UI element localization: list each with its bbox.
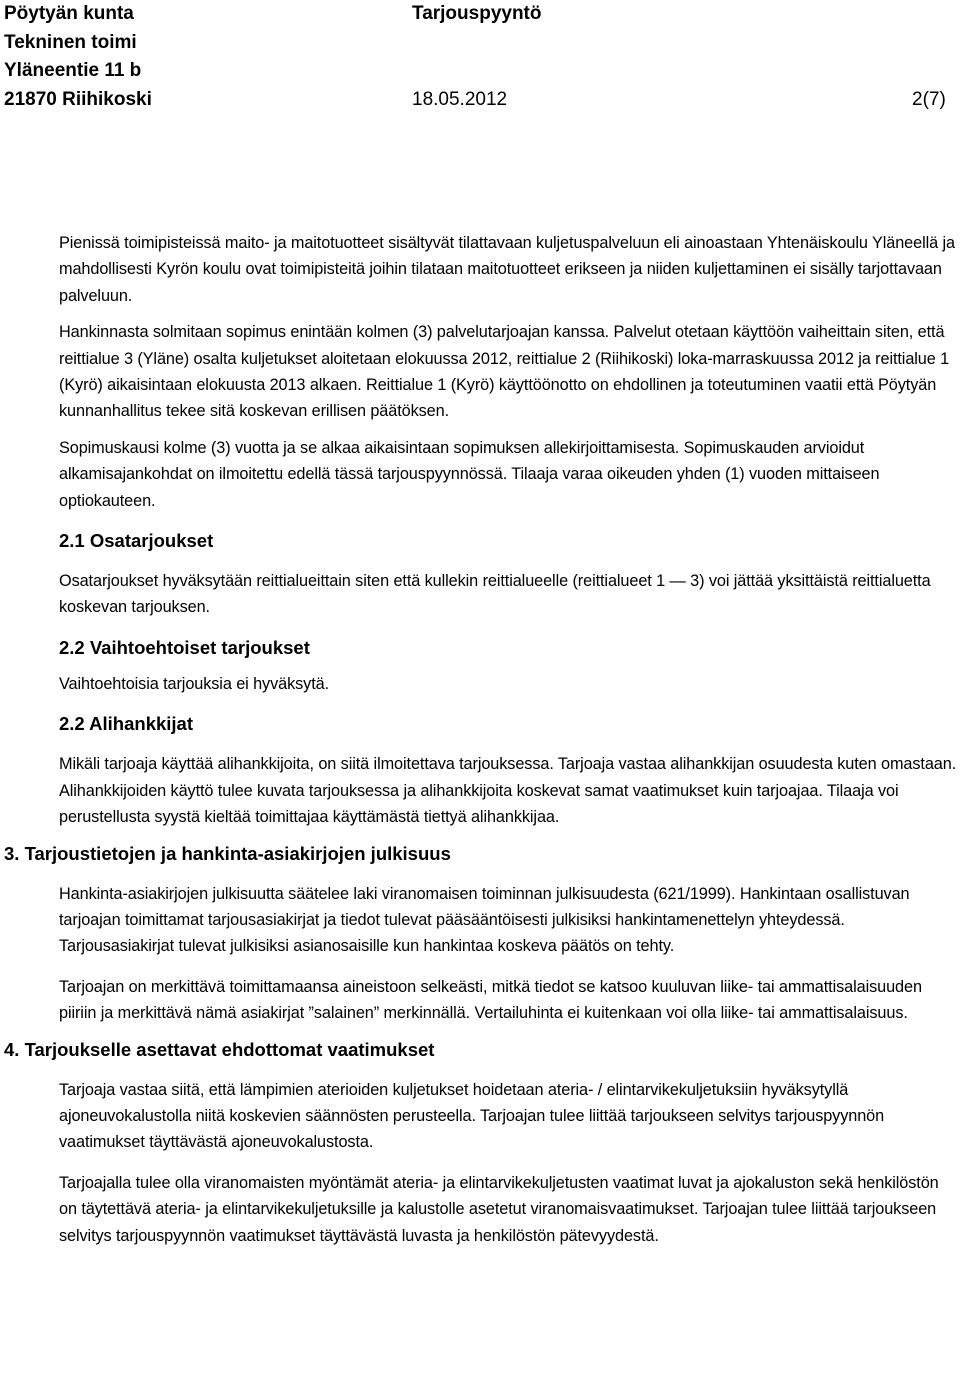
paragraph-partial-offers: Osatarjoukset hyväksytään reittialueittain siten että kullekin reittialueelle (reittialueet 1 — 3) voi jättää yksittäistä reittialuetta koskevan tarjouksen.: [59, 572, 931, 617]
document-header: [0, 0, 960, 112]
document-title: Tarjouspyyntö: [412, 3, 542, 24]
page-number: 2(7): [912, 89, 946, 110]
heading-alternative-offers: 2.2 Vaihtoehtoiset tarjoukset: [59, 636, 310, 658]
street-address: Yläneentie 11 b: [4, 60, 142, 81]
paragraph-contract-period: Sopimuskausi kolme (3) vuotta ja se alkaa aikaisintaan sopimuksen allekirjoittamisesta. Sopimuskauden arvioidut alkamisajankohdat on ilmoitettu edellä tässä tarjouspyynnössä. Tilaaja varaa oikeuden yhden (1) vuoden mittaiseen optiokauteen.: [59, 438, 880, 510]
heading-partial-offers: 2.1 Osatarjoukset: [59, 530, 214, 552]
paragraph-contract-providers: Hankinnasta solmitaan sopimus enintään kolmen (3) palvelutarjoajan kanssa. Palvelut otetaan käyttöön vaiheittain siten, että reittialue 3 (Yläne) osalta kuljetukset aloitetaan elokuussa 2012, reittialue 2 (Riihikoski) loka-marraskuussa 2012 ja reittialue 1 (Kyrö) aikaisintaan elokuusta 2013 alkaen. Reittialue 1 (Kyrö) käyttöönotto on ehdollinen ja toteutuminen vaatii että Pöytyän kunnanhallitus tekee sitä koskevan erillisen päätöksen.: [59, 323, 950, 421]
paragraph-publicity-law: Hankinta-asiakirjojen julkisuutta säätelee laki viranomaisen toiminnan julkisuudesta (621/1999). Hankintaan osallistuvan tarjoajan toimittamat tarjousasiakirjat ja tiedot tulevat pääsääntöisesti julkisiksi hankintamenettelyn yhteydessä. Tarjousasiakirjat tulevat julkisiksi asianosaisille kun hankintaa koskeva päätös on tehty.: [59, 884, 910, 956]
paragraph-milk-products: Pienissä toimipisteissä maito- ja maitotuotteet sisältyvät tilattavaan kuljetuspalveluun eli ainoastaan Yhtenäiskoulu Yläneellä ja mahdollisesti Kyrön koulu ovat toimipisteitä joihin tilataan maitotuotteet erikseen ja niiden kuljettaminen ei sisälly tarjottavaan palveluun.: [59, 234, 955, 305]
heading-publicity: 3. Tarjoustietojen ja hankinta-asiakirjojen julkisuus: [4, 842, 451, 864]
org-name: Pöytyän kunta: [4, 3, 134, 24]
paragraph-permits: Tarjoajalla tulee olla viranomaisten myöntämät ateria- ja elintarvikekuljetusten vaatimat luvat ja ajokaluston sekä henkilöstön on täytettävä ateria- ja elintarvikekuljetuksille ja kalustolle asetetut viranomaisvaatimukset. Tarjoajan tulee liittää tarjoukseen selvitys tarjouspyynnön vaatimukset täyttävästä luvasta ja henkilöstön pätevyydestä.: [59, 1173, 939, 1245]
document-date: 18.05.2012: [412, 89, 508, 110]
heading-subcontractors: 2.2 Alihankkijat: [59, 713, 194, 735]
heading-requirements: 4. Tarjoukselle asettavat ehdottomat vaatimukset: [4, 1038, 435, 1060]
paragraph-trade-secrets: Tarjoajan on merkittävä toimittamaansa aineistoon selkeästi, mitkä tiedot se katsoo kuuluvan liike- tai ammattisalaisuuden piiriin ja merkittävä nämä asiakirjat ”salainen” merkinnällä. Vertailuhinta ei kuitenkaan voi olla liike- tai ammattisalaisuus.: [59, 977, 922, 1023]
document-body: [4, 230, 957, 1249]
department: Tekninen toimi: [4, 32, 137, 53]
paragraph-subcontractors: Mikäli tarjoaja käyttää alihankkijoita, on siitä ilmoitettava tarjouksessa. Tarjoaja vastaa alihankkijan osuudesta kuten omastaan. Alihankkijoiden käyttö tulee kuvata tarjouksessa ja alihankkijoita koskevat samat vaatimukset kuin tarjoajaa. Tilaaja voi perustellusta syystä kieltää toimittajaa käyttämästä tiettyä alihankkijaa.: [59, 755, 957, 827]
postal-address: 21870 Riihikoski: [4, 89, 152, 110]
paragraph-vehicle-requirements: Tarjoaja vastaa siitä, että lämpimien aterioiden kuljetukset hoidetaan ateria- / elintarvikekuljetuksiin hyväksytyllä ajoneuvokalustolla niitä koskevien säännösten perusteella. Tarjoajan tulee liittää tarjoukseen selvitys tarjouspyynnön vaatimukset täyttävästä ajoneuvokalustosta.: [59, 1080, 885, 1152]
paragraph-alternative-offers: Vaihtoehtoisia tarjouksia ei hyväksytä.: [59, 674, 330, 693]
